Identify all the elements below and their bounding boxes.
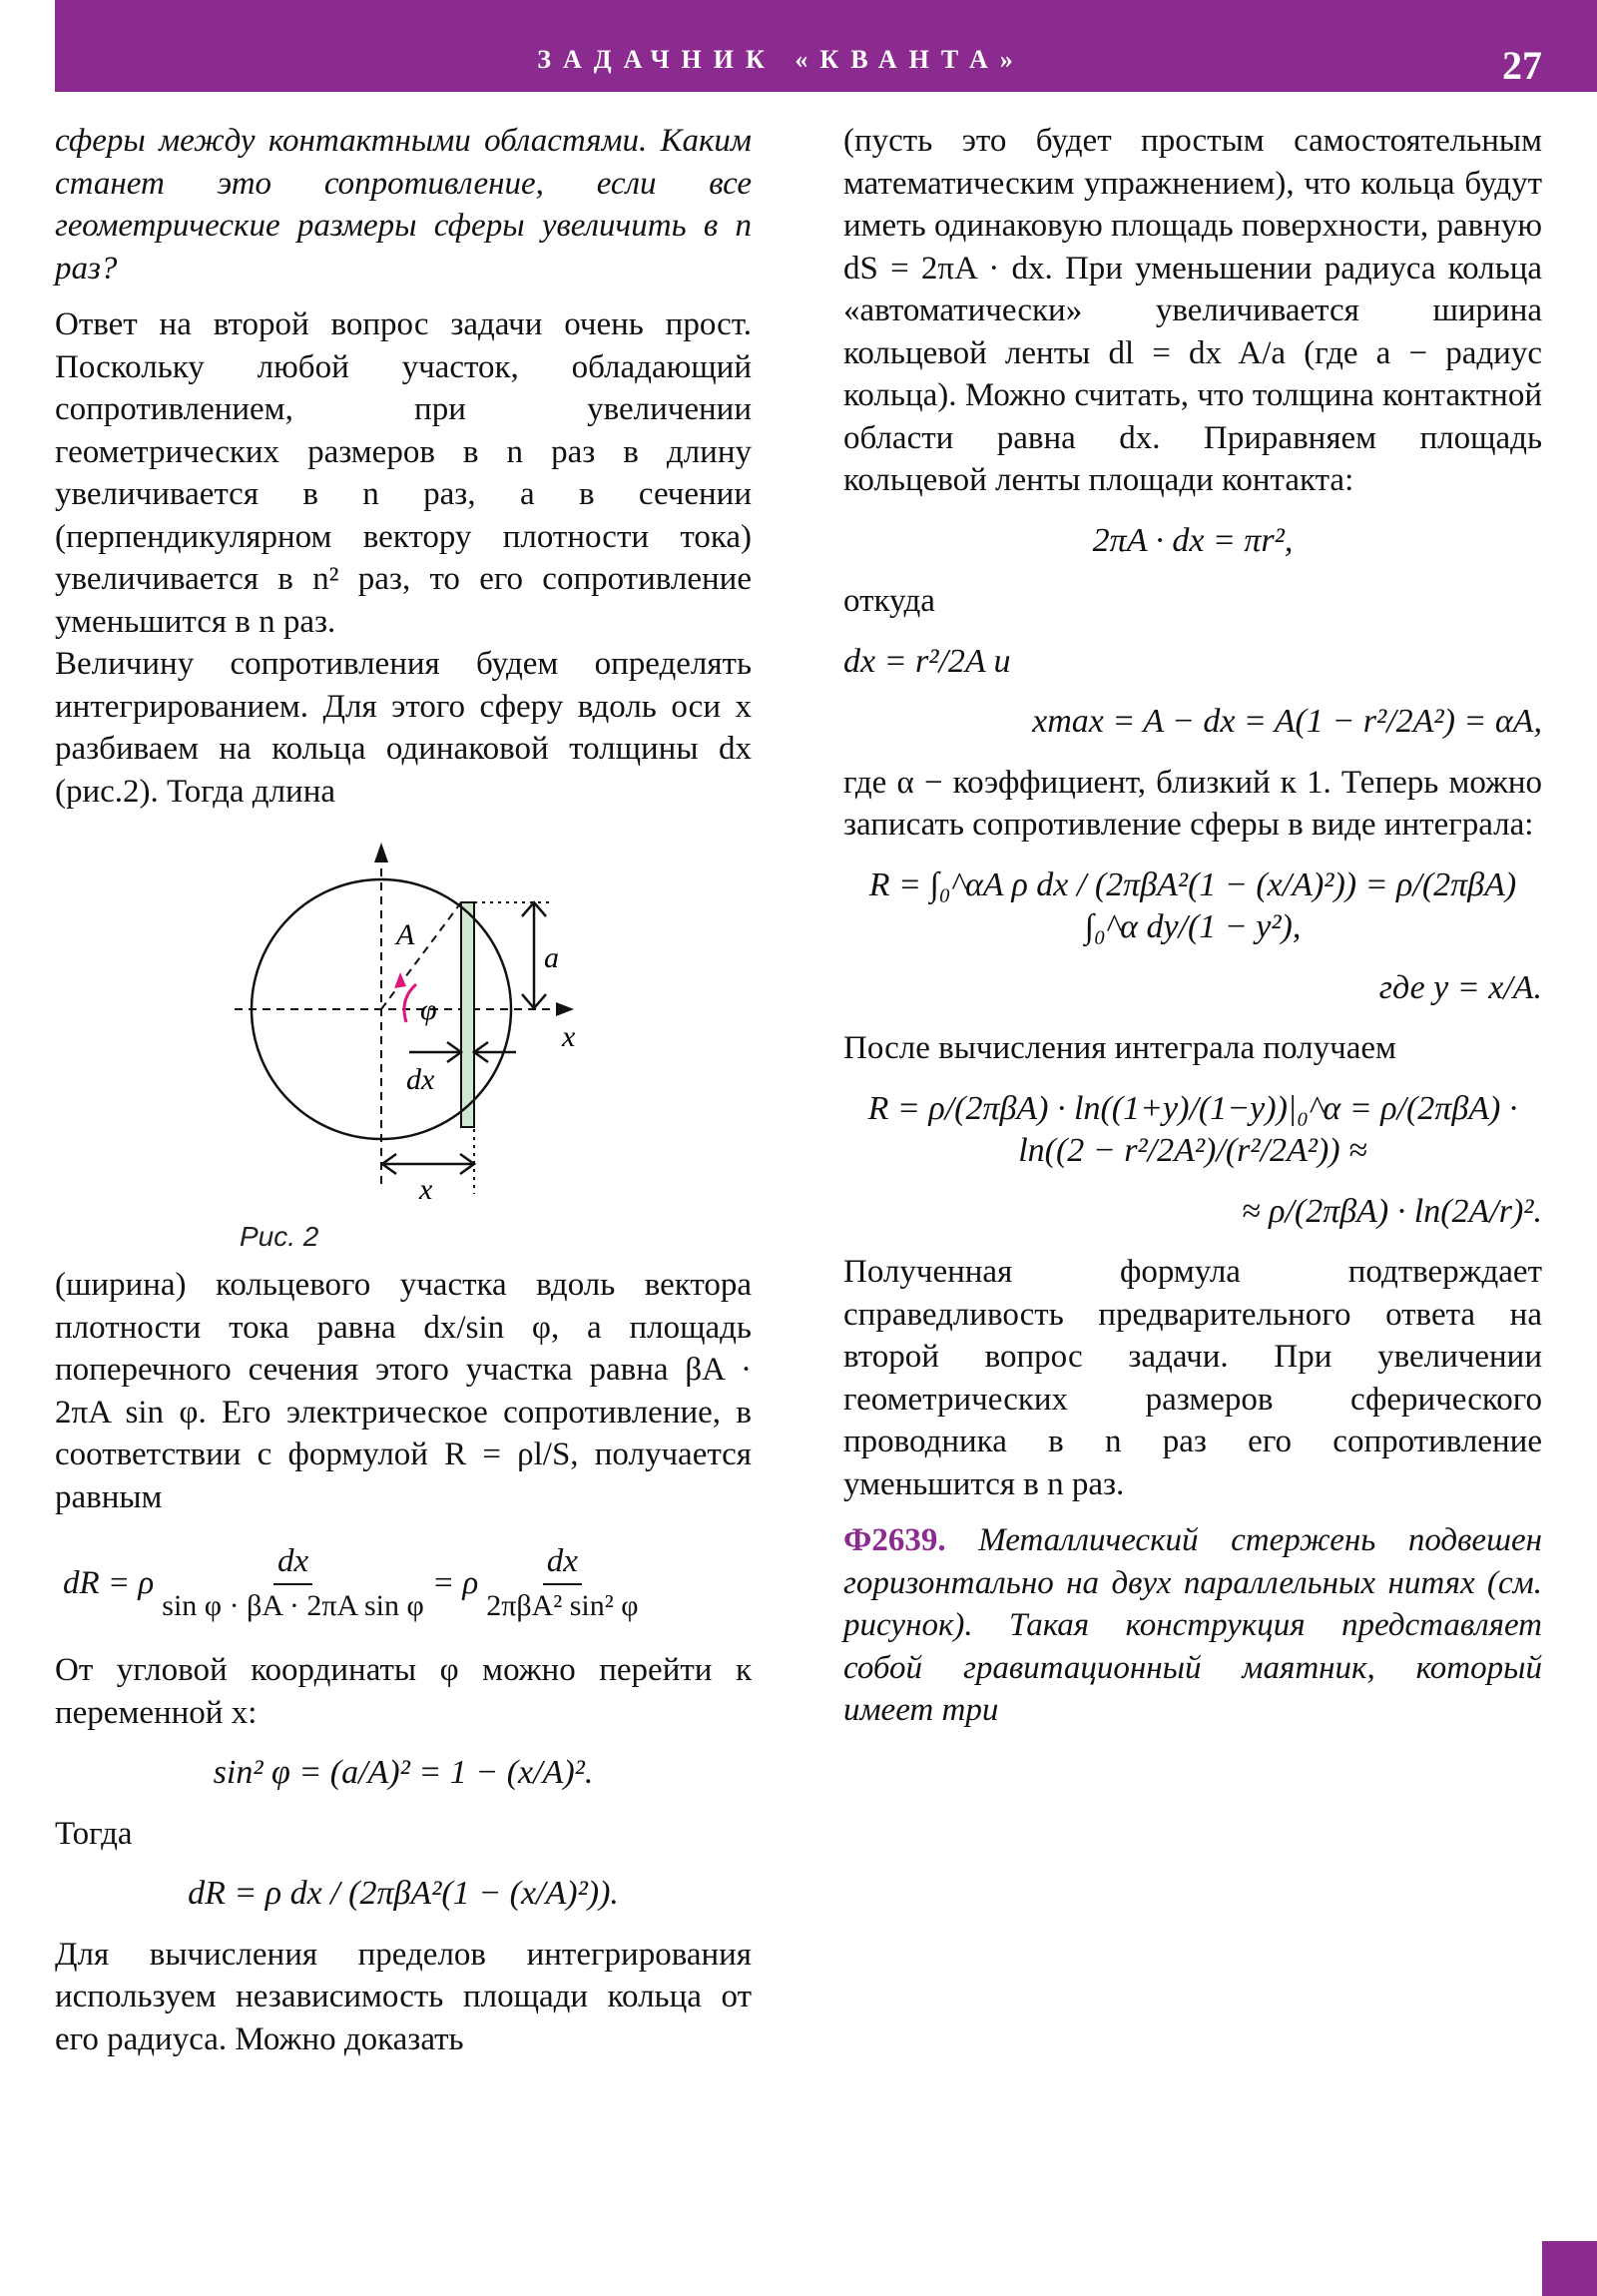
equation-approx: ≈ ρ/(2πβA) · ln(2A/r)².: [1241, 1192, 1542, 1230]
eq-part: = ρ: [431, 1565, 479, 1602]
next-problem: [843, 1519, 1542, 1732]
equation-dR-2: dR = ρ dx / (2πβA²(1 − (x/A)²)).: [188, 1875, 619, 1912]
sphere-diagram: [55, 835, 752, 1264]
paragraph: Ответ на второй вопрос задачи очень прост. Поскольку любой участок, обладающий сопротивлением, при увеличении геометрических размеров в n раз в длину увеличивается в n раз, а в сечении (перпендикулярном вектору плотности тока) увеличивается в n² раз, то его сопротивление уменьшится в n раз.: [55, 306, 752, 640]
x-axis-arrow: [556, 1002, 574, 1016]
y-axis-arrow: [374, 843, 388, 862]
paragraph: (пусть это будет простым самостоятельным математическим упражнением), что кольца будут иметь одинаковую площадь поверхности, равную dS = 2πA · dx. При уменьшении радиуса кольца «автоматически» увеличивается ширина кольцевой ленты dl = dx A/a (где a − радиус кольца). Можно считать, что толщина контактной области равна dx. Приравняем площадь кольцевой ленты площади контакта:: [843, 123, 1542, 498]
problem-text: Металлический стержень подвешен горизонтально на двух параллельных нитях (см. рисунок). Такая конструкция представляет собой гравитационный маятник, который имеет три: [843, 1522, 1543, 1728]
equation-dx: dx = r²/2A и: [843, 642, 1011, 680]
fraction: [162, 1540, 424, 1627]
numerator: dx: [273, 1540, 312, 1585]
problem-code: Ф2639.: [843, 1522, 946, 1558]
ring-strip: [461, 902, 474, 1127]
page-header: [55, 0, 1597, 92]
equation-where-y: где y = x/A.: [1378, 968, 1542, 1006]
left-column: [55, 120, 752, 2060]
denominator: 2πβA² sin² φ: [486, 1588, 639, 1622]
label-phi: φ: [420, 993, 437, 1026]
problem-question-italic: сферы между контактными областями. Каким станет это сопротивление, если все геометрические размеры сферы увеличить в n раз?: [55, 123, 752, 287]
paragraph: Полученная формула подтверждает справедливость предварительного ответа на второй вопрос задачи. При увеличении геометрических размеров сферического проводника в n раз его сопротивление уменьшится в n раз.: [843, 1254, 1542, 1502]
label-a: a: [544, 941, 559, 974]
paragraph: Для вычисления пределов интегрирования используем независимость площади кольца от его радиуса. Можно доказать: [55, 1936, 752, 2057]
page-number: 27: [1502, 43, 1542, 88]
paragraph: откуда: [843, 583, 935, 619]
paragraph: От угловой координаты φ можно перейти к переменной x:: [55, 1652, 752, 1731]
paragraph: После вычисления интеграла получаем: [843, 1030, 1396, 1066]
label-x-axis: x: [562, 1020, 576, 1053]
label-x-bottom: x: [419, 1173, 433, 1206]
equation-xmax: xmax = A − dx = A(1 − r²/2A²) = αA,: [1032, 703, 1542, 740]
figure-caption: Рис. 2: [240, 1221, 319, 1252]
fraction: [486, 1540, 638, 1627]
right-column: [843, 120, 1542, 1732]
paragraph: где α − коэффициент, близкий к 1. Теперь можно записать сопротивление сферы в виде интеграла:: [843, 764, 1542, 843]
journal-section-title: ЗАДАЧНИК «КВАНТА»: [537, 45, 1025, 74]
paragraph: Величину сопротивления будем определять интегрированием. Для этого сферу вдоль оси x разбиваем на кольца одинаковой толщины dx (рис.2). Тогда длина: [55, 646, 752, 810]
page-corner-mark: [1542, 2241, 1597, 2296]
paragraph: Тогда: [55, 1815, 133, 1852]
figure-2: [55, 835, 752, 1264]
equation-result: R = ρ/(2πβA) · ln((1+y)/(1−y))|₀^α = ρ/(2πβA) · ln((2 − r²/2A²)/(r²/2A²)) ≈: [867, 1089, 1518, 1169]
eq-part: dR = ρ: [63, 1565, 155, 1602]
label-dx: dx: [406, 1063, 435, 1096]
label-A: A: [396, 918, 415, 951]
equation-sin-phi: sin² φ = (a/A)² = 1 − (x/A)².: [213, 1754, 594, 1791]
phi-arc: [404, 984, 416, 1022]
paragraph: (ширина) кольцевого участка вдоль вектора плотности тока равна dx/sin φ, а площадь поперечного сечения этого участка равна βA · 2πA sin φ. Его электрическое сопротивление, в соответствии с формулой R = ρl/S, получается равным: [55, 1267, 752, 1515]
equation-dR-1: [63, 1540, 752, 1627]
denominator: sin φ · βA · 2πA sin φ: [162, 1588, 424, 1622]
equation-area: 2πA · dx = πr²,: [1092, 521, 1294, 559]
numerator: dx: [543, 1540, 582, 1585]
phi-arrowhead: [394, 972, 406, 988]
equation-integral: R = ∫₀^αA ρ dx / (2πβA²(1 − (x/A)²)) = ρ/(2πβA) ∫₀^α dy/(1 − y²),: [868, 865, 1517, 945]
